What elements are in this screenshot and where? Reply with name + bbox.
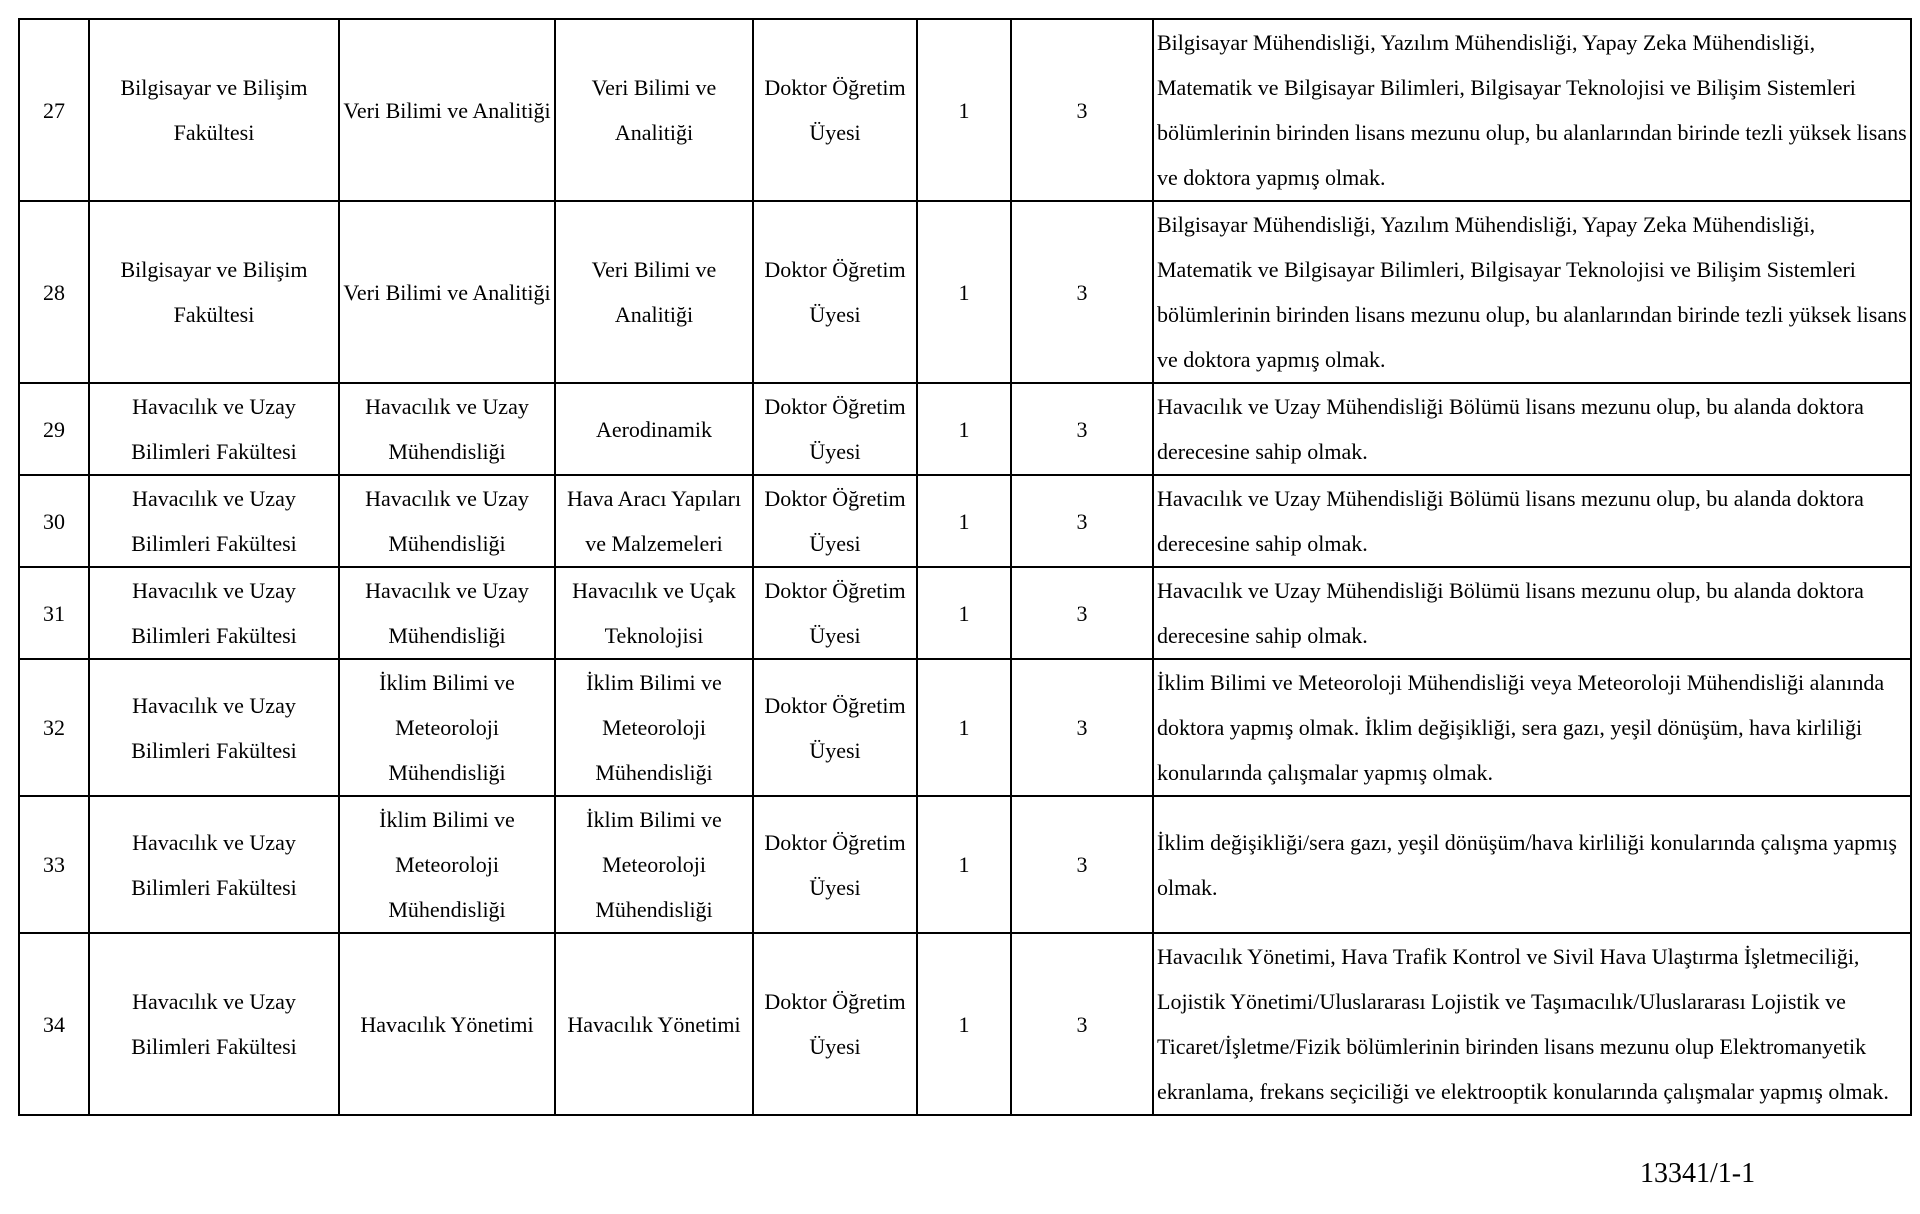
department-cell: Veri Bilimi ve Analitiği — [339, 19, 555, 201]
position-count-cell: 1 — [917, 796, 1011, 933]
degree-cell: 3 — [1011, 933, 1153, 1115]
requirement-cell: İklim Bilimi ve Meteoroloji Mühendisliği veya Meteoroloji Mühendisliği alanında doktora yapmış olmak. İklim değişikliği, sera gazı, yeşil dönüşüm, hava kirliliği konularında çalışmalar yapmış olmak. — [1153, 659, 1911, 796]
requirement-cell: Bilgisayar Mühendisliği, Yazılım Mühendisliği, Yapay Zeka Mühendisliği, Matematik ve Bilgisayar Bilimleri, Bilgisayar Teknolojisi ve Bilişim Sistemleri bölümlerinin birinden lisans mezunu olup, bu alanlarından birinde tezli yüksek lisans ve doktora yapmış olmak. — [1153, 19, 1911, 201]
row-number-cell: 30 — [19, 475, 89, 567]
degree-cell: 3 — [1011, 796, 1153, 933]
requirement-cell: Havacılık ve Uzay Mühendisliği Bölümü lisans mezunu olup, bu alanda doktora derecesine sahip olmak. — [1153, 567, 1911, 659]
table-row — [19, 796, 1911, 933]
faculty-cell: Havacılık ve Uzay Bilimleri Fakültesi — [89, 796, 339, 933]
row-number-cell: 34 — [19, 933, 89, 1115]
academic-title-cell: Doktor Öğretim Üyesi — [753, 201, 917, 383]
position-count-cell: 1 — [917, 19, 1011, 201]
division-cell: Veri Bilimi ve Analitiği — [555, 19, 753, 201]
row-number-cell: 27 — [19, 19, 89, 201]
division-cell: İklim Bilimi ve Meteoroloji Mühendisliği — [555, 659, 753, 796]
requirement-cell: Bilgisayar Mühendisliği, Yazılım Mühendisliği, Yapay Zeka Mühendisliği, Matematik ve Bilgisayar Bilimleri, Bilgisayar Teknolojisi ve Bilişim Sistemleri bölümlerinin birinden lisans mezunu olup, bu alanlarından birinde tezli yüksek lisans ve doktora yapmış olmak. — [1153, 201, 1911, 383]
requirement-cell: Havacılık ve Uzay Mühendisliği Bölümü lisans mezunu olup, bu alanda doktora derecesine sahip olmak. — [1153, 383, 1911, 475]
faculty-cell: Havacılık ve Uzay Bilimleri Fakültesi — [89, 659, 339, 796]
division-cell: Veri Bilimi ve Analitiği — [555, 201, 753, 383]
table-row — [19, 659, 1911, 796]
division-cell: Havacılık ve Uçak Teknolojisi — [555, 567, 753, 659]
position-count-cell: 1 — [917, 475, 1011, 567]
degree-cell: 3 — [1011, 567, 1153, 659]
department-cell: Veri Bilimi ve Analitiği — [339, 201, 555, 383]
row-number-cell: 33 — [19, 796, 89, 933]
academic-title-cell: Doktor Öğretim Üyesi — [753, 383, 917, 475]
degree-cell: 3 — [1011, 19, 1153, 201]
table-row — [19, 201, 1911, 383]
positions-table-container — [18, 18, 1912, 1116]
position-count-cell: 1 — [917, 201, 1011, 383]
academic-title-cell: Doktor Öğretim Üyesi — [753, 796, 917, 933]
degree-cell: 3 — [1011, 475, 1153, 567]
table-row — [19, 383, 1911, 475]
division-cell: Havacılık Yönetimi — [555, 933, 753, 1115]
division-cell: Aerodinamik — [555, 383, 753, 475]
department-cell: İklim Bilimi ve Meteoroloji Mühendisliği — [339, 796, 555, 933]
row-number-cell: 28 — [19, 201, 89, 383]
positions-table — [18, 18, 1912, 1116]
position-count-cell: 1 — [917, 383, 1011, 475]
requirement-cell: Havacılık Yönetimi, Hava Trafik Kontrol ve Sivil Hava Ulaştırma İşletmeciliği, Lojistik Yönetimi/Uluslararası Lojistik ve Taşımacılık/Uluslararası Lojistik ve Ticaret/İşletme/Fizik bölümlerinin birinden lisans mezunu olup Elektromanyetik ekranlama, frekans seçiciliği ve elektrooptik konularında çalışmalar yapmış olmak. — [1153, 933, 1911, 1115]
requirement-cell: İklim değişikliği/sera gazı, yeşil dönüşüm/hava kirliliği konularında çalışma yapmış olmak. — [1153, 796, 1911, 933]
table-row — [19, 933, 1911, 1115]
academic-title-cell: Doktor Öğretim Üyesi — [753, 659, 917, 796]
department-cell: Havacılık ve Uzay Mühendisliği — [339, 567, 555, 659]
faculty-cell: Bilgisayar ve Bilişim Fakültesi — [89, 19, 339, 201]
row-number-cell: 32 — [19, 659, 89, 796]
degree-cell: 3 — [1011, 383, 1153, 475]
table-row — [19, 567, 1911, 659]
table-row — [19, 19, 1911, 201]
academic-title-cell: Doktor Öğretim Üyesi — [753, 567, 917, 659]
faculty-cell: Havacılık ve Uzay Bilimleri Fakültesi — [89, 383, 339, 475]
table-row — [19, 475, 1911, 567]
department-cell: Havacılık ve Uzay Mühendisliği — [339, 383, 555, 475]
requirement-cell: Havacılık ve Uzay Mühendisliği Bölümü lisans mezunu olup, bu alanda doktora derecesine sahip olmak. — [1153, 475, 1911, 567]
faculty-cell: Havacılık ve Uzay Bilimleri Fakültesi — [89, 475, 339, 567]
position-count-cell: 1 — [917, 933, 1011, 1115]
academic-title-cell: Doktor Öğretim Üyesi — [753, 475, 917, 567]
table-body — [19, 19, 1911, 1115]
row-number-cell: 29 — [19, 383, 89, 475]
row-number-cell: 31 — [19, 567, 89, 659]
faculty-cell: Havacılık ve Uzay Bilimleri Fakültesi — [89, 933, 339, 1115]
faculty-cell: Havacılık ve Uzay Bilimleri Fakültesi — [89, 567, 339, 659]
degree-cell: 3 — [1011, 201, 1153, 383]
department-cell: Havacılık ve Uzay Mühendisliği — [339, 475, 555, 567]
division-cell: Hava Aracı Yapıları ve Malzemeleri — [555, 475, 753, 567]
academic-title-cell: Doktor Öğretim Üyesi — [753, 933, 917, 1115]
degree-cell: 3 — [1011, 659, 1153, 796]
faculty-cell: Bilgisayar ve Bilişim Fakültesi — [89, 201, 339, 383]
position-count-cell: 1 — [917, 659, 1011, 796]
position-count-cell: 1 — [917, 567, 1011, 659]
department-cell: İklim Bilimi ve Meteoroloji Mühendisliği — [339, 659, 555, 796]
division-cell: İklim Bilimi ve Meteoroloji Mühendisliği — [555, 796, 753, 933]
document-code: 13341/1-1 — [1640, 1158, 1756, 1189]
academic-title-cell: Doktor Öğretim Üyesi — [753, 19, 917, 201]
department-cell: Havacılık Yönetimi — [339, 933, 555, 1115]
